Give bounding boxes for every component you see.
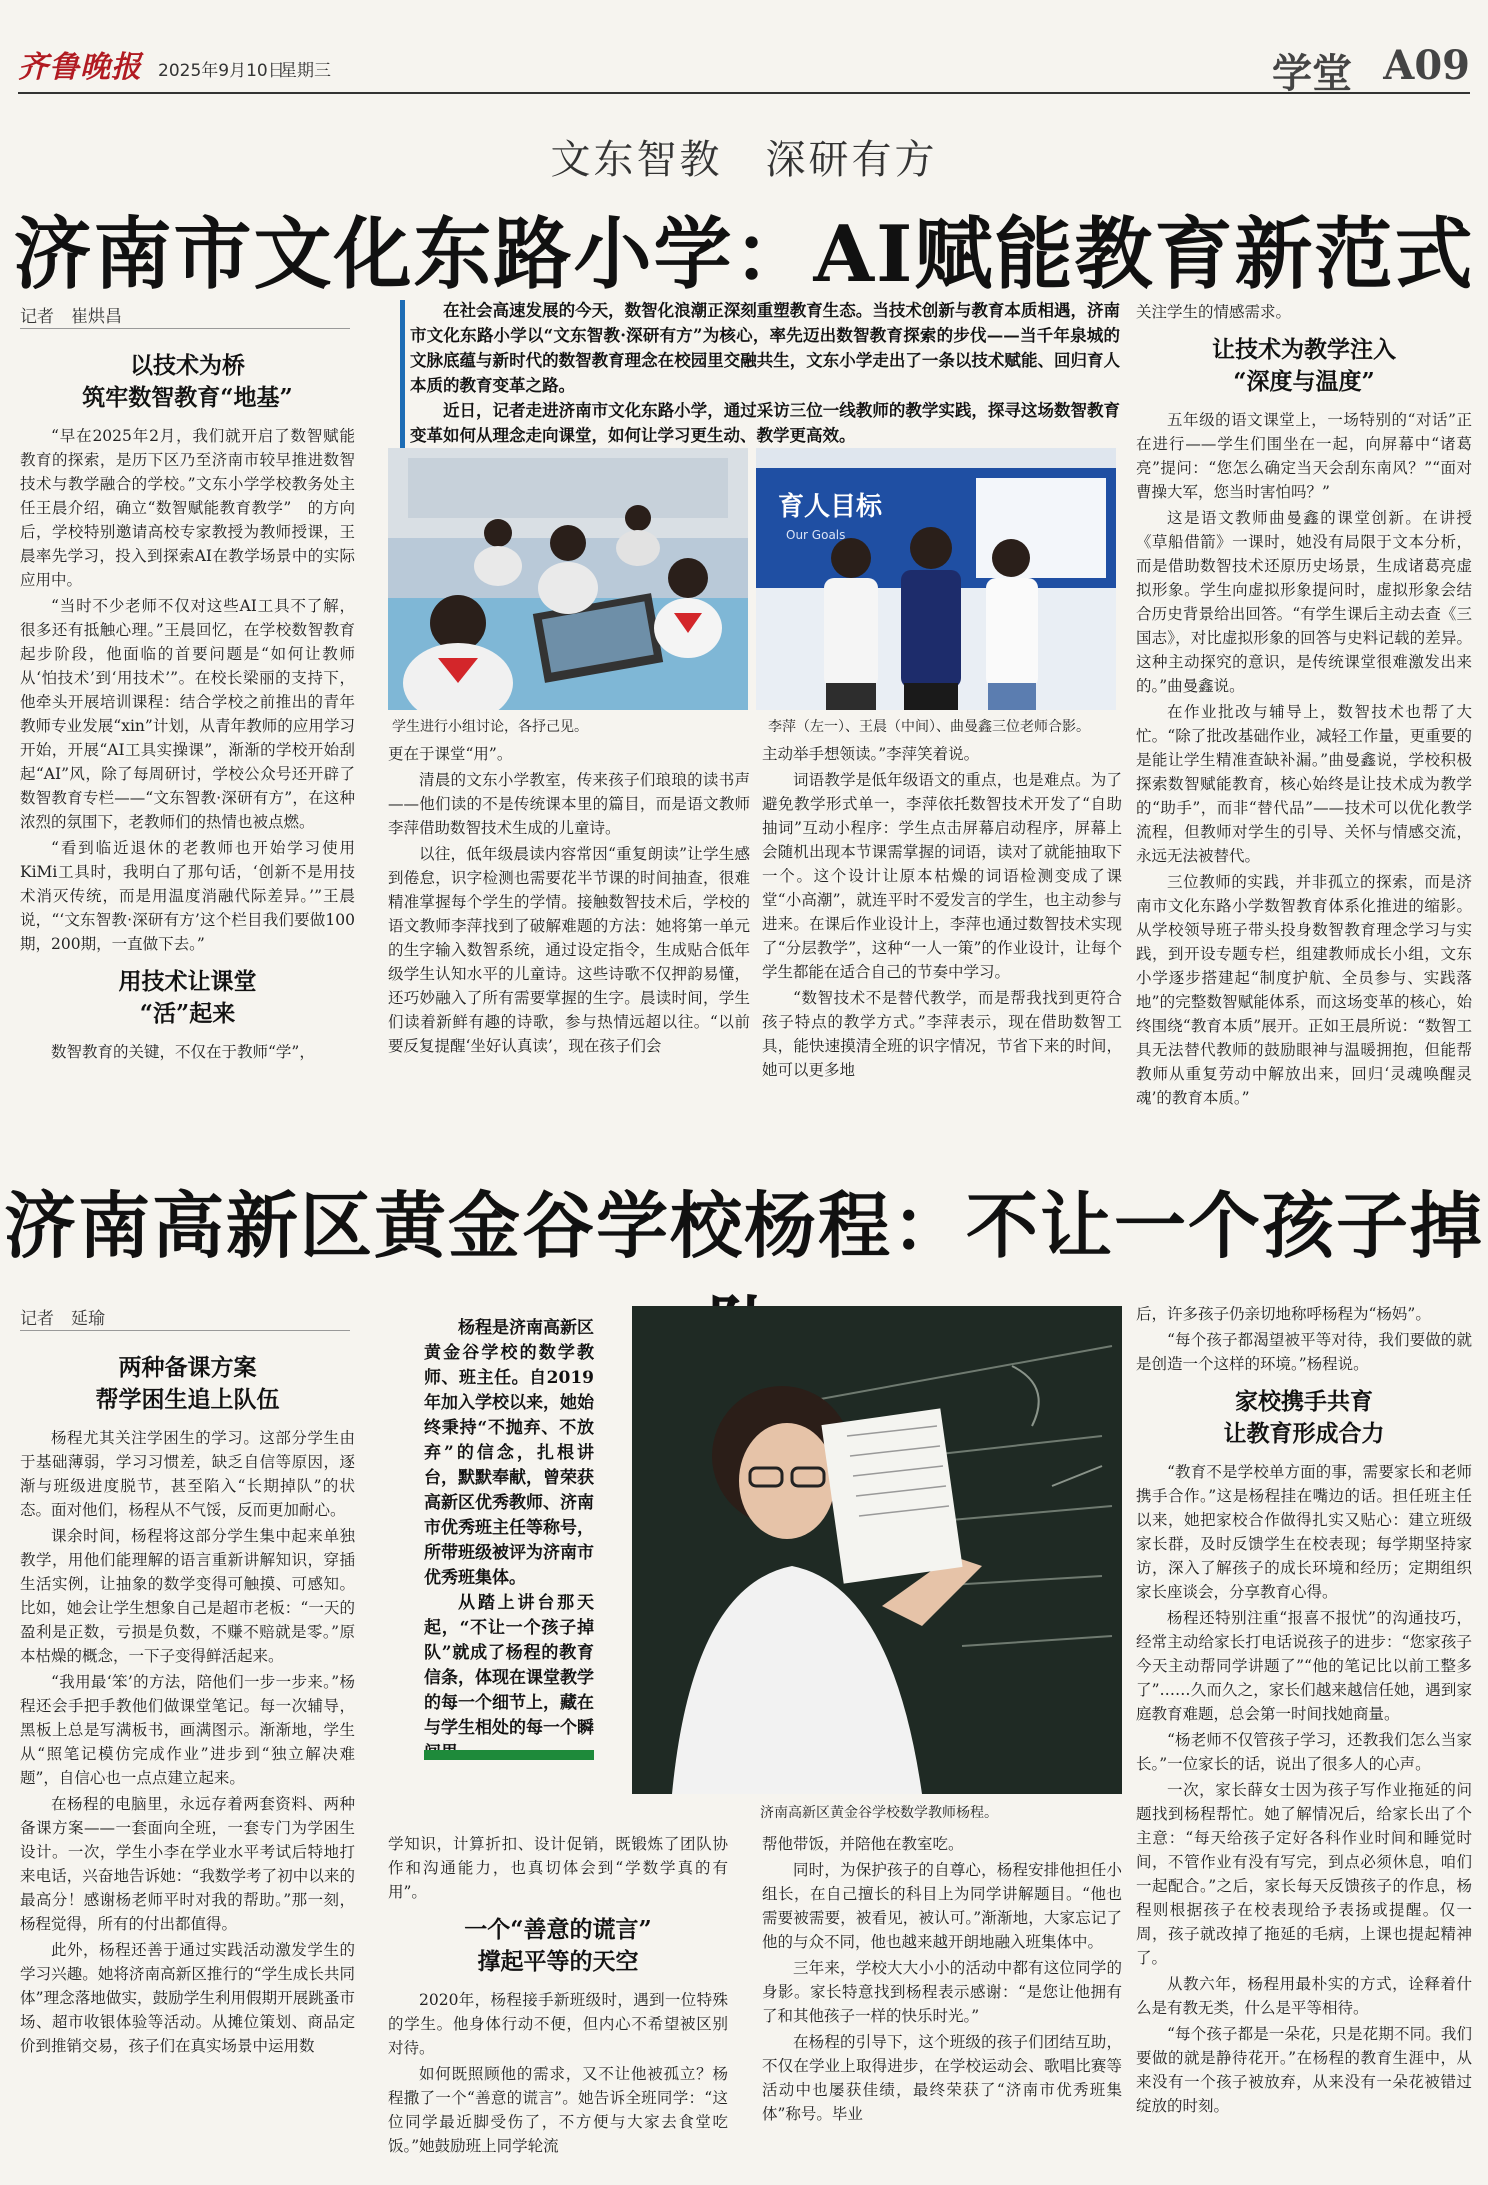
paragraph: 一次，家长薛女士因为孩子写作业拖延的问题找到杨程帮忙。她了解情况后，给家长出了个主意：“每天给孩子定好各科作业时间和睡觉时间，不管作业有没有写完，到点必须休息，咱们一起配合。”之后，家长每天反馈孩子的作息，杨程则根据孩子在校表现给予表扬或提醒。仅一周，孩子就改掉了拖延的毛病，上课也提起精神了。	[1136, 1781, 1472, 1967]
paragraph: 主动举手想领读。”李萍笑着说。	[762, 745, 980, 763]
subhead-text: 让技术为教学注入 “深度与温度”	[1212, 336, 1396, 395]
article1-column-1	[20, 340, 355, 1120]
subhead	[388, 1914, 728, 1978]
paragraph: 在杨程的电脑里，永远存着两套资料、两种备课方案——一套面向全班，一套专门为学困生设计。一次，学生小李在学业水平考试后特地打来电话，兴奋地告诉她：“我数学考了初中以来的最高分！感谢杨老师平时对我的帮助。”那一刻，杨程觉得，所有的付出都值得。	[20, 1795, 355, 1933]
subhead-text: 一个“善意的谎言” 撑起平等的天空	[464, 1916, 652, 1975]
teacher-portrait-photo-image	[632, 1306, 1122, 1794]
subhead-text: 用技术让课堂 “活”起来	[118, 968, 257, 1027]
article2-headline: 济南高新区黄金谷学校杨程：不让一个孩子掉	[3, 1183, 1484, 1268]
subhead	[1136, 334, 1472, 398]
section-name: 学堂	[1272, 50, 1352, 97]
paragraph: “教育不是学校单方面的事，需要家长和老师携手合作。”这是杨程挂在嘴边的话。担任班主任以来，她把家校合作做得扎实又贴心：建立班级家长群，及时反馈学生在校表现；每学期坚持家访，深入了解孩子的成长环境和经历；定期组织家长座谈会，分享教育心得。	[1136, 1463, 1472, 1601]
paragraph: 学知识，计算折扣、设计促销，既锻炼了团队协作和沟通能力，也真切体会到“学数学真的有用”。	[388, 1835, 728, 1901]
lead-paragraph: 近日，记者走进济南市文化东路小学，通过采访三位一线教师的教学实践，探寻这场数智教育变革如何从理念走向课堂，如何让学习更生动、教学更高效。	[410, 401, 1120, 445]
byline-rule	[20, 328, 350, 329]
article1-column-2	[388, 742, 750, 1122]
page-number: A09	[1383, 42, 1470, 89]
paragraph: 如何既照顾他的需求，又不让他被孤立？杨程撒了一个“善意的谎言”。她告诉全班同学：“这位同学最近脚受伤了，不方便与大家去食堂吃饭。”她鼓励班上同学轮流	[388, 2065, 728, 2155]
paragraph: “早在2025年2月，我们就开启了数智赋能教育的探索，是历下区乃至济南市较早推进数智技术与教学融合的学校。”文东小学学校教务处主任王晨介绍，确立“数智赋能教育教学” 的方向后，学校特别邀请高校专家教授为教师授课，王晨率先学习，投入到探索AI在教学场景中的实际应用中。	[20, 427, 355, 589]
paragraph: “数智技术不是替代教学，而是帮我找到更符合孩子特点的教学方式。”李萍表示，现在借助数智工具，能快速摸清全班的识字情况，节省下来的时间，她可以更多地	[762, 989, 1122, 1079]
paragraph: 2020年，杨程接手新班级时，遇到一位特殊的学生。他身体行动不便，但内心不希望被区别对待。	[388, 1991, 728, 2057]
article2-column-1	[20, 1342, 355, 2172]
subhead-text: 两种备课方案 帮学困生追上队伍	[95, 1354, 280, 1413]
photo2-caption: 李萍（左一）、王晨（中间）、曲曼鑫三位老师合影。	[768, 719, 1090, 735]
article1-byline: 记者 崔烘昌	[20, 307, 122, 327]
intro-accent-bar	[424, 1750, 594, 1760]
classroom-photo	[388, 448, 748, 710]
subhead-text: 家校携手共育 让教育形成合力	[1223, 1388, 1385, 1447]
paragraph: “当时不少老师不仅对这些AI工具不了解，很多还有抵触心理。”王晨回忆，在学校数智教育起步阶段，他面临的首要问题是“如何让教师从‘怕技术’到‘用技术’”。在校长梁丽的支持下，他牵头开展培训课程：结合学校之前推出的青年教师专业发展“xin”计划，从青年教师的应用学习开始，开展“AI工具实操课”，渐渐的学校开始刮起“AI”风，除了每周研讨，学校公众号还开辟了数智教育专栏——“文东智教·深研有方”，在这种浓烈的氛围下，老教师们的热情也被点燃。	[20, 597, 355, 831]
paragraph: 更在于课堂“用”。	[388, 745, 513, 763]
classroom-photo-image	[388, 448, 748, 710]
intro-paragraph: 从踏上讲台那天起，“不让一个孩子掉队”就成了杨程的教育信条，体现在课堂教学的每一个细节上，藏在与学生相处的每一个瞬	[424, 1593, 594, 1738]
article1-kicker: 文东智教 深研有方	[550, 137, 938, 183]
paragraph: 后，许多孩子仍亲切地称呼杨程为“杨妈”。	[1136, 1305, 1431, 1323]
paragraph: 三年来，学校大大小小的活动中都有这位同学的身影。家长特意找到杨程表示感谢：“是您让他拥有了和其他孩子一样的快乐时光。”	[762, 1959, 1122, 2025]
masthead-logo: 齐鲁晚报	[18, 50, 142, 85]
lead-accent-bar	[400, 300, 405, 450]
paragraph: “每个孩子都是一朵花，只是花期不同。我们要做的就是静待花开。”在杨程的教育生涯中，从来没有一个孩子被放弃，从来没有一朵花被错过绽放的时刻。	[1136, 2025, 1472, 2115]
teacher-portrait-photo	[632, 1306, 1122, 1794]
paragraph: 帮他带饭，并陪他在教室吃。	[762, 1835, 964, 1853]
article1-lead	[410, 298, 1120, 448]
article1-headline: 济南市文化东路小学：AI赋能教育新范式	[13, 209, 1475, 300]
paragraph: 关注学生的情感需求。	[1136, 303, 1292, 321]
article2-intro	[424, 1316, 594, 1766]
subhead	[20, 350, 355, 414]
article1-column-4	[1136, 300, 1472, 1122]
paragraph: “我用最‘笨’的方法，陪他们一步一步来。”杨程还会手把手教他们做课堂笔记。每一次辅导，黑板上总是写满板书，画满图示。渐渐地，学生从“照笔记模仿完成作业”进步到“独立解决难题”，自信心也一点点建立起来。	[20, 1673, 355, 1787]
paragraph: “看到临近退休的老教师也开始学习使用KiMi工具时，我明白了那句话，‘创新不是用技术消灭传统，而是用温度消融代际差异。’”王晨说，“‘文东智教·深研有方’这个栏目我们要做100期，200期，一直做下去。”	[20, 839, 355, 953]
issue-weekday: 星期三	[280, 61, 331, 81]
article2-byline: 记者 延瑜	[20, 1309, 105, 1329]
article1-column-3	[762, 742, 1122, 1122]
article2-column-2	[388, 1832, 728, 2172]
intro-paragraph: 杨程是济南高新区黄金谷学校的数学教师、班主任。自2019年加入学校以来，她始终秉持“不抛弃、不放弃”的信念，扎根讲台，默默奉献，曾荣获高新区优秀教师、济南市优秀班主任等称号，所带班级被评为济南市优秀班集体。	[424, 1318, 594, 1588]
photo-sign-subtext: Our Goals	[786, 528, 846, 542]
paragraph: “每个孩子都渴望被平等对待，我们要做的就是创造一个这样的环境。”杨程说。	[1136, 1331, 1472, 1373]
paragraph: 在杨程的引导下，这个班级的孩子们团结互助，不仅在学业上取得进步，在学校运动会、歌唱比赛等活动中也屡获佳绩，最终荣获了“济南市优秀班集体”称号。毕业	[762, 2033, 1122, 2123]
paragraph: 杨程还特别注重“报喜不报忧”的沟通技巧，经常主动给家长打电话说孩子的进步：“您家孩子今天主动帮同学讲题了”“他的笔记比以前工整多了”……久而久之，家长们越来越信任她，遇到家庭教育难题，总会第一时间找她商量。	[1136, 1609, 1472, 1723]
subhead	[20, 1352, 355, 1416]
photo1-caption: 学生进行小组讨论，各抒己见。	[392, 719, 588, 735]
paragraph: 三位教师的实践，并非孤立的探索，而是济南市文化东路小学数智教育体系化推进的缩影。从学校领导班子带头投身数智教育理念学习与实践，到开设专题专栏，组建教师成长小组，文东小学逐步搭建起“制度护航、全员参与、实践落地”的完整数智赋能体系，而这场变革的核心，始终围绕“教育本质”展开。正如王晨所说：“数智工具无法替代教师的鼓励眼神与温暖拥抱，但能帮教师从重复劳动中解放出来，回归‘灵魂唤醒灵魂’的教育本质。”	[1136, 873, 1472, 1107]
paragraph: 杨程尤其关注学困生的学习。这部分学生由于基础薄弱，学习习惯差，缺乏自信等原因，逐渐与班级进度脱节，甚至陷入“长期掉队”的状态。面对他们，杨程从不气馁，反而更加耐心。	[20, 1429, 355, 1519]
subhead	[1136, 1386, 1472, 1450]
article2-column-4	[1136, 1302, 1472, 2172]
paragraph: 清晨的文东小学教室，传来孩子们琅琅的读书声——他们读的不是传统课本里的篇目，而是语文教师李萍借助数智技术生成的儿童诗。	[388, 771, 750, 837]
subhead	[20, 966, 355, 1030]
page-header	[18, 40, 1470, 97]
issue-date: 2025年9月10日	[158, 61, 285, 81]
photo-sign-text: 育人目标	[778, 492, 883, 522]
paragraph: 五年级的语文课堂上，一场特别的“对话”正在进行——学生们围坐在一起，向屏幕中“诸葛亮”提问：“您怎么确定当天会刮东南风？”“面对曹操大军，您当时害怕吗？”	[1136, 411, 1472, 501]
paragraph: 词语教学是低年级语文的重点，也是难点。为了避免教学形式单一，李萍依托数智技术开发了“自助抽词”互动小程序：学生点击屏幕启动程序，屏幕上会随机出现本节课需掌握的词语，读对了就能抽取下一个。这个设计让原本枯燥的词语检测变成了课堂“小高潮”，就连平时不爱发言的学生，也主动参与进来。在课后作业设计上，李萍也通过数智技术实现了“分层教学”，这种“一人一策”的作业设计，让每个学生都能在适合自己的节奏中学习。	[762, 771, 1122, 981]
paragraph: 在作业批改与辅导上，数智技术也帮了大忙。“除了批改基础作业，减轻工作量，更重要的是能让学生精准查缺补漏。”曲曼鑫说，学校积极探索数智赋能教育，核心始终是让技术成为教学的“助手”，而非“替代品”——技术可以优化教学流程，但教师对学生的引导、关怀与情感交流，永远无法被替代。	[1136, 703, 1472, 865]
header-rule	[18, 92, 1470, 94]
paragraph: 这是语文教师曲曼鑫的课堂创新。在讲授《草船借箭》一课时，她没有局限于文本分析，而是借助数智技术还原历史场景，生成诸葛亮虚拟形象。学生向虚拟形象提问时，虚拟形象会结合历史背景给出回答。“有学生课后主动去查《三国志》，对比虚拟形象的回答与史料记载的差异。这种主动探究的意识，是传统课堂很难激发出来的。”曲曼鑫说。	[1136, 509, 1472, 695]
byline-rule	[20, 1330, 350, 1331]
paragraph: 课余时间，杨程将这部分学生集中起来单独教学，用他们能理解的语言重新讲解知识，穿插生活实例，让抽象的数学变得可触摸、可感知。比如，她会让学生想象自己是超市老板：“一天的盈利是正数，亏损是负数，不赚不赔就是零。”原本枯燥的概念，一下子变得鲜活起来。	[20, 1527, 355, 1665]
paragraph: “杨老师不仅管孩子学习，还教我们怎么当家长。”一位家长的话，说出了很多人的心声。	[1136, 1731, 1472, 1773]
paragraph: 此外，杨程还善于通过实践活动激发学生的学习兴趣。她将济南高新区推行的“学生成长共同体”理念落地做实，鼓励学生利用假期开展跳蚤市场、超市收银体验等活动。从摊位策划、商品定价到推销交易，孩子们在真实场景中运用数	[20, 1941, 355, 2055]
subhead-text: 以技术为桥 筑牢数智教育“地基”	[82, 352, 293, 411]
paragraph: 以往，低年级晨读内容常因“重复朗读”让学生感到倦怠，识字检测也需要花半节课的时间抽查，很难精准掌握每个学生的学情。接触数智技术后，学校的语文教师李萍找到了破解难题的方法：她将第一单元的生字输入数智系统，通过设定指令，生成贴合低年级学生认知水平的儿童诗。这些诗歌不仅押韵易懂，还巧妙融入了所有需要掌握的生字。晨读时间，学生们读着新鲜有趣的诗歌，参与热情远超以往。“以前要反复提醒‘坐好认真读’，现在孩子们会	[388, 845, 750, 1055]
photo3-caption: 济南高新区黄金谷学校数学教师杨程。	[760, 1805, 998, 1821]
teachers-group-photo	[756, 448, 1116, 710]
paragraph: 从教六年，杨程用最朴实的方式，诠释着什么是有教无类，什么是平等相待。	[1136, 1975, 1472, 2017]
paragraph: 数智教育的关键，不仅在于教师“学”，	[51, 1043, 315, 1061]
lead-paragraph: 在社会高速发展的今天，数智化浪潮正深刻重塑教育生态。当技术创新与教育本质相遇，济南市文化东路小学以“文东智教·深研有方”为核心，率先迈出数智教育探索的步伐——当千年泉城的文脉底蕴与新时代的数智教育理念在校园里交融共生，文东小学走出了一条以技术赋能、回归育人本质的教育变革之路。	[410, 301, 1120, 395]
paragraph: 同时，为保护孩子的自尊心，杨程安排他担任小组长，在自己擅长的科目上为同学讲解题目。“他也需要被需要，被看见，被认可。”渐渐地，大家忘记了他的与众不同，他也越来越开朗地融入班集体中。	[762, 1861, 1122, 1951]
article2-column-3	[762, 1832, 1122, 2172]
